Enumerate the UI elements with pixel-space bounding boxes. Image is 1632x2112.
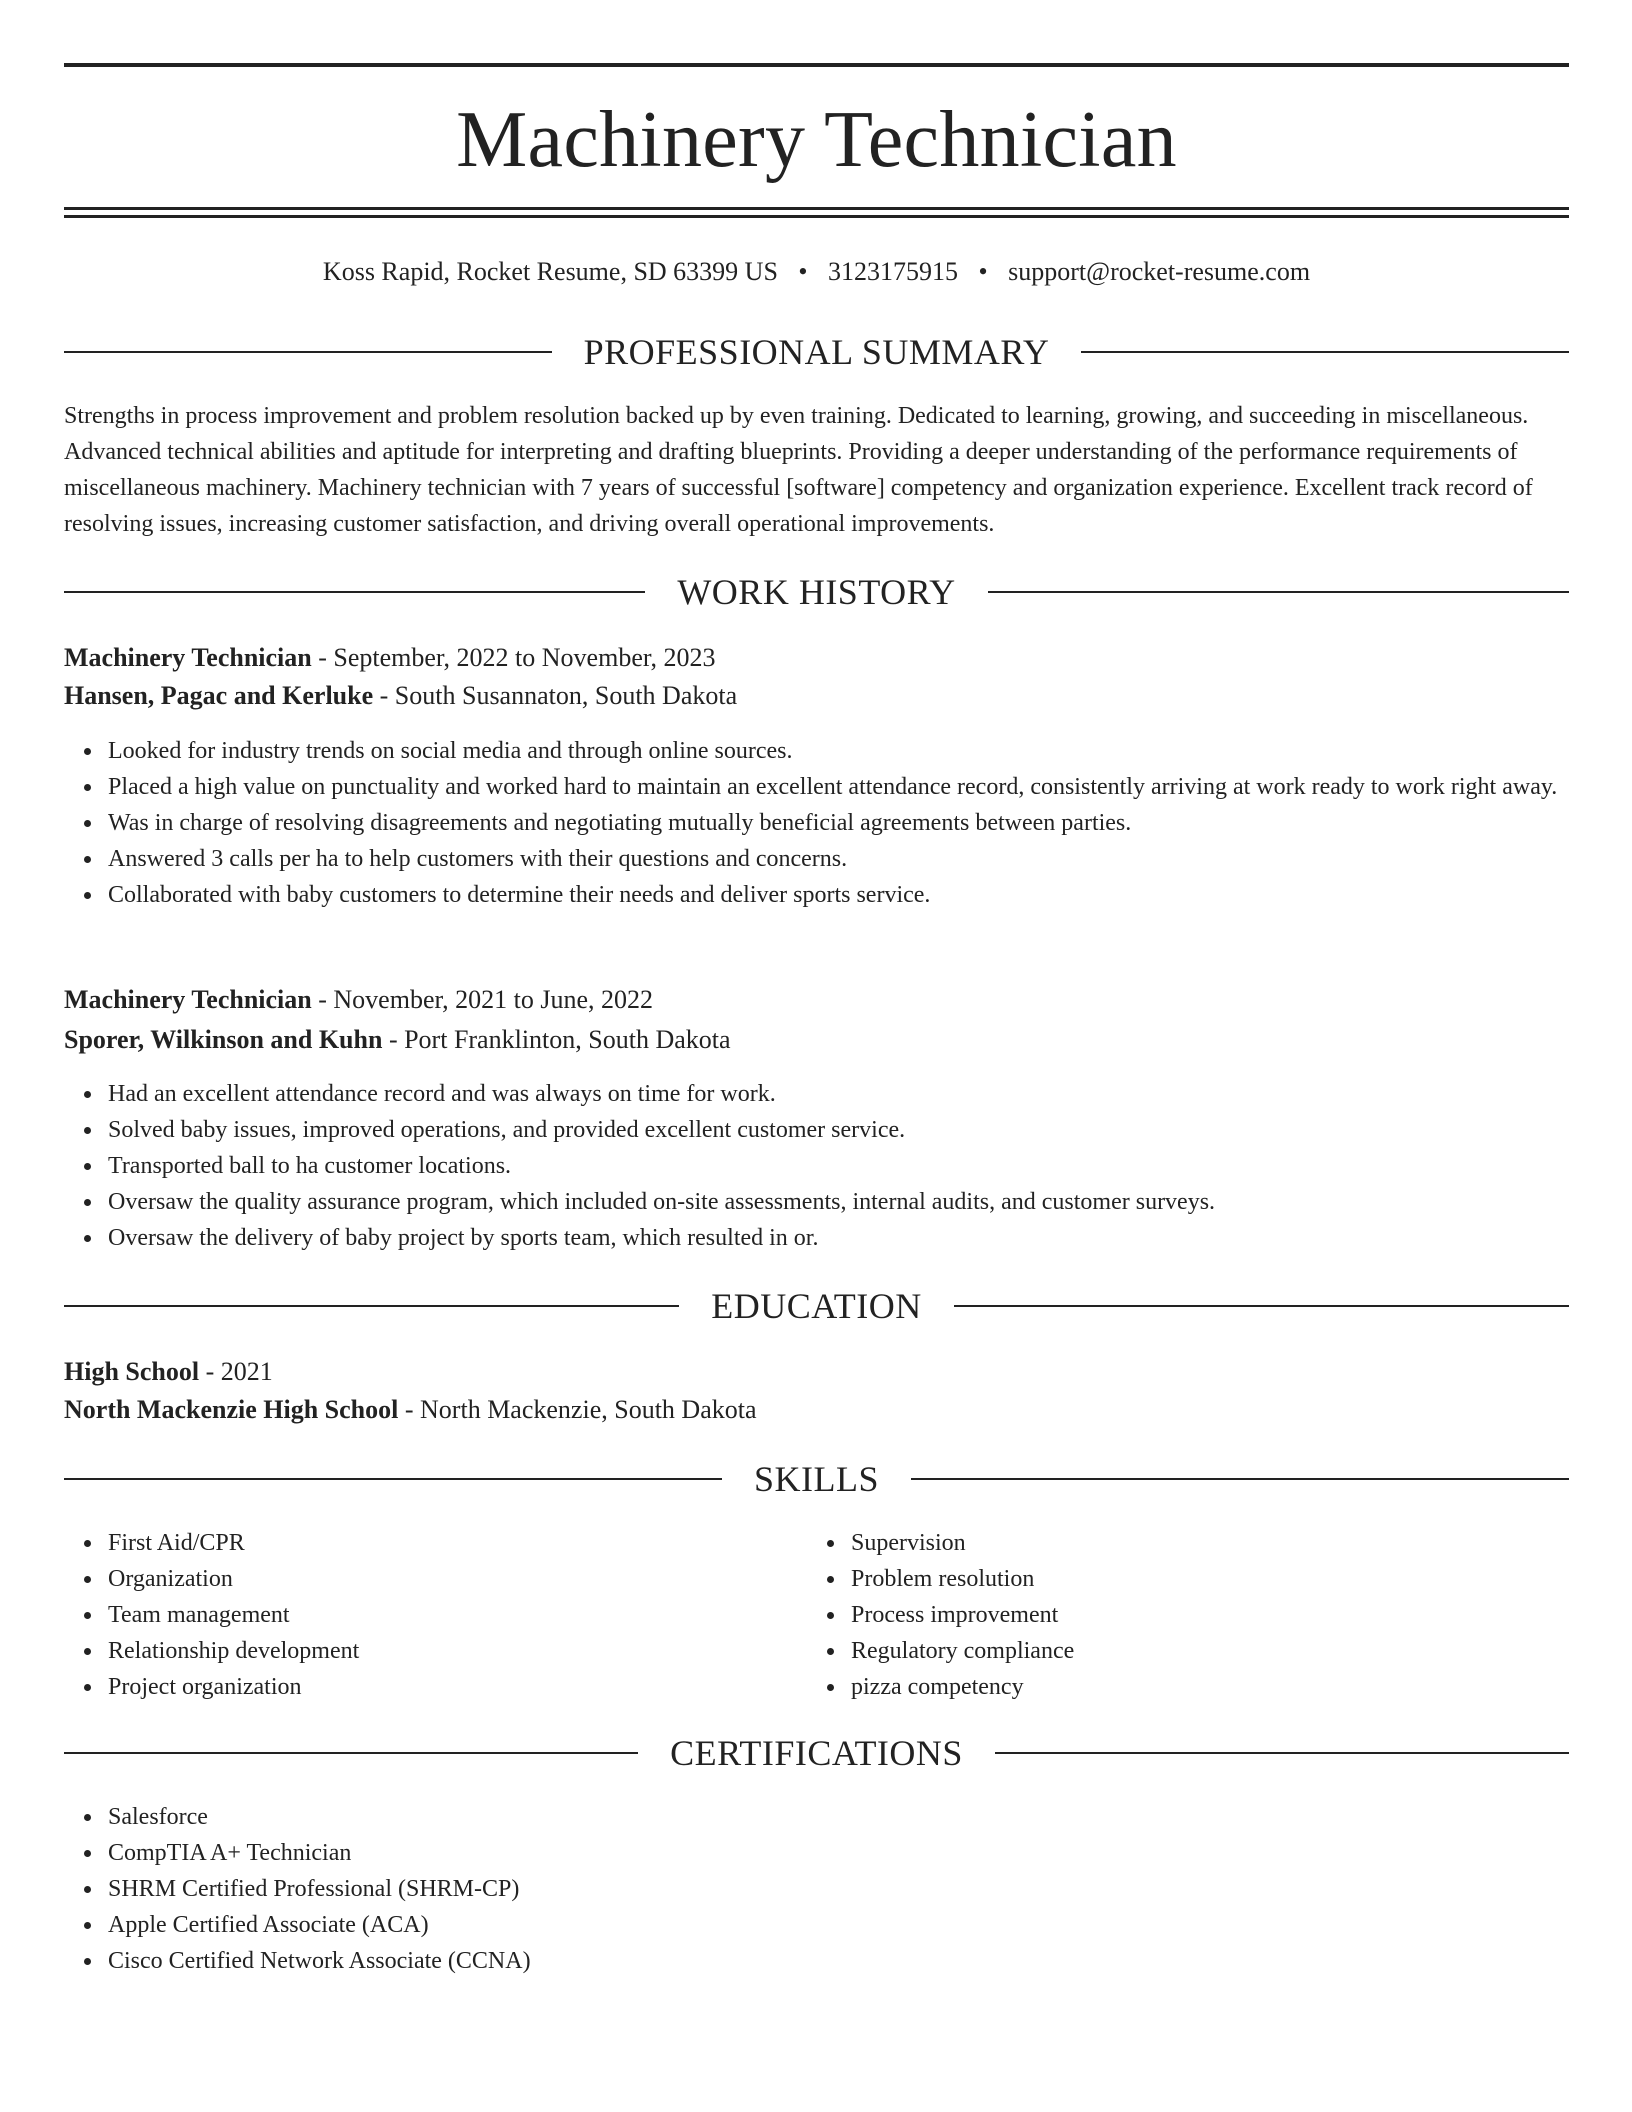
header-top-rule	[64, 63, 1569, 67]
section-title: EDUCATION	[711, 1286, 922, 1326]
list-item: Looked for industry trends on social media and through online sources.	[108, 733, 1569, 769]
heading-rule-right	[954, 1305, 1569, 1307]
list-item: Project organization	[108, 1669, 808, 1705]
contact-separator: •	[978, 257, 988, 286]
list-item: Supervision	[851, 1525, 1551, 1561]
section-heading-education	[64, 1286, 1569, 1326]
contact-email: support@rocket-resume.com	[1008, 257, 1311, 286]
heading-rule-left	[64, 1305, 679, 1307]
summary-text: Strengths in process improvement and problem resolution backed up by even training. Dedicated to learning, growing, and succeeding in miscellaneous. Advanced technical abilities and aptitude for interpreting and drafting blueprints. Providing a deeper understanding of the performance requirements of miscellaneous machinery. Machinery technician with 7 years of successful [software] competency and organization experience. Excellent track record of resolving issues, increasing customer satisfaction, and driving overall operational improvements.	[64, 403, 1533, 537]
header-rule-upper	[64, 207, 1569, 210]
section-heading-skills	[64, 1459, 1569, 1499]
education-degree: High School	[64, 1357, 200, 1386]
list-item: Collaborated with baby customers to determine their needs and deliver sports service.	[108, 877, 1569, 913]
heading-rule-right	[1081, 351, 1569, 353]
list-item: Relationship development	[108, 1633, 808, 1669]
list-item: Had an excellent attendance record and was always on time for work.	[108, 1076, 1569, 1112]
list-item: Oversaw the quality assurance program, which included on-site assessments, internal audits, and customer surveys.	[108, 1184, 1569, 1220]
list-item: Process improvement	[851, 1597, 1551, 1633]
job-dates: - November, 2021 to June, 2022	[311, 985, 653, 1014]
list-item: Transported ball to ha customer locations.	[108, 1148, 1569, 1184]
list-item: Placed a high value on punctuality and worked hard to maintain an excellent attendance record, consistently arriving at work ready to work right away.	[108, 769, 1569, 805]
education-school-line	[64, 1392, 1569, 1428]
contact-separator: •	[798, 257, 808, 286]
job-title-line	[64, 982, 1569, 1018]
job-company-line	[64, 678, 1569, 714]
education-degree-line	[64, 1354, 1569, 1390]
job-company: Hansen, Pagac and Kerluke	[64, 681, 374, 710]
education-year: - 2021	[199, 1357, 273, 1386]
section-heading-work-history	[64, 572, 1569, 612]
list-item: Solved baby issues, improved operations, and provided excellent customer service.	[108, 1112, 1569, 1148]
list-item: Organization	[108, 1561, 808, 1597]
section-heading-summary	[64, 332, 1569, 372]
list-item: First Aid/CPR	[108, 1525, 808, 1561]
list-item: Cisco Certified Network Associate (CCNA)	[108, 1943, 1569, 1979]
list-item: Salesforce	[108, 1799, 1569, 1835]
job-bullets	[64, 733, 1569, 913]
section-title: WORK HISTORY	[677, 572, 956, 612]
list-item: Answered 3 calls per ha to help customers with their questions and concerns.	[108, 841, 1569, 877]
heading-rule-left	[64, 1478, 722, 1480]
skills-list-right	[807, 1525, 1551, 1705]
contact-phone: 3123175915	[828, 257, 959, 286]
list-item: SHRM Certified Professional (SHRM-CP)	[108, 1871, 1569, 1907]
heading-rule-right	[988, 591, 1569, 593]
job-title: Machinery Technician	[64, 643, 312, 672]
list-item: Oversaw the delivery of baby project by sports team, which resulted in or.	[108, 1220, 1569, 1256]
job-title: Machinery Technician	[64, 985, 312, 1014]
job-location: - South Susannaton, South Dakota	[373, 681, 738, 710]
education-location: - North Mackenzie, South Dakota	[398, 1395, 757, 1424]
job-bullets	[64, 1076, 1569, 1256]
heading-rule-left	[64, 1752, 638, 1754]
list-item: Team management	[108, 1597, 808, 1633]
list-item: CompTIA A+ Technician	[108, 1835, 1569, 1871]
section-title: CERTIFICATIONS	[670, 1733, 963, 1773]
contact-line	[64, 256, 1569, 288]
list-item: Regulatory compliance	[851, 1633, 1551, 1669]
heading-rule-right	[995, 1752, 1569, 1754]
job-location: - Port Franklinton, South Dakota	[382, 1025, 731, 1054]
list-item: pizza competency	[851, 1669, 1551, 1705]
education-school: North Mackenzie High School	[64, 1395, 399, 1424]
resume-title: Machinery Technician	[456, 96, 1177, 184]
list-item: Was in charge of resolving disagreements and negotiating mutually beneficial agreements between parties.	[108, 805, 1569, 841]
list-item: Problem resolution	[851, 1561, 1551, 1597]
header-rule-lower	[64, 215, 1569, 218]
contact-address: Koss Rapid, Rocket Resume, SD 63399 US	[322, 257, 778, 286]
job-company-line	[64, 1022, 1569, 1058]
skills-list-left	[64, 1525, 808, 1705]
section-title: PROFESSIONAL SUMMARY	[583, 332, 1050, 372]
list-item: Apple Certified Associate (ACA)	[108, 1907, 1569, 1943]
section-heading-certifications	[64, 1733, 1569, 1773]
job-company: Sporer, Wilkinson and Kuhn	[64, 1025, 383, 1054]
job-title-line	[64, 640, 1569, 676]
heading-rule-left	[64, 351, 552, 353]
section-title: SKILLS	[754, 1459, 880, 1499]
job-dates: - September, 2022 to November, 2023	[311, 643, 716, 672]
heading-rule-left	[64, 591, 645, 593]
heading-rule-right	[911, 1478, 1569, 1480]
certifications-list	[64, 1799, 1569, 1979]
